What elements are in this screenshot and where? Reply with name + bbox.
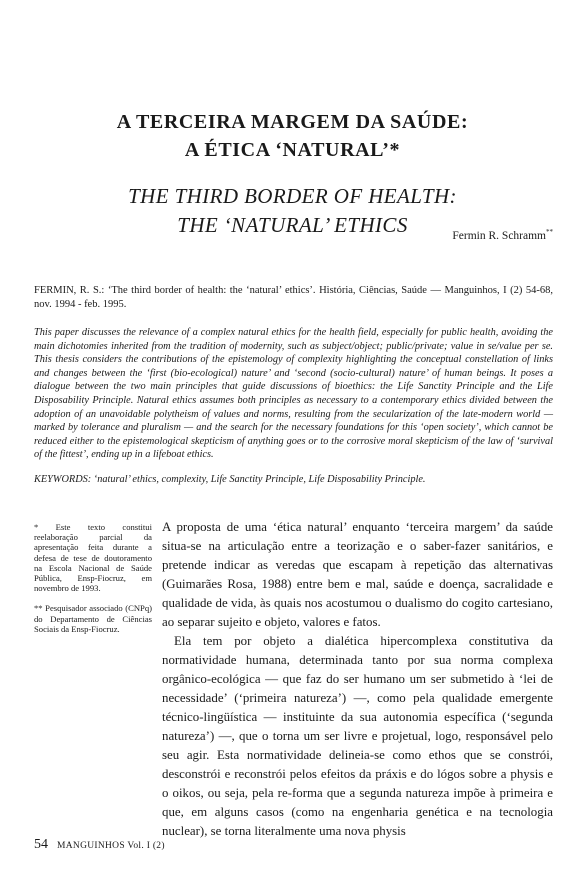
citation: FERMIN, R. S.: ‘The third border of health: the ‘natural’ ethics’. História, Ciências, Saúde — Manguinhos, I (2) 54-68, nov. 1994 - feb. 1995.: [34, 285, 553, 310]
portuguese-title-line-2: A ÉTICA ‘NATURAL’*: [184, 139, 401, 161]
body-paragraph-1: A proposta de uma ‘ética natural’ enquanto ‘terceira margem’ da saúde situa-se na articulação entre a teorização e o saber-fazer sanitários, e pretende indicar as veredas que escapam à repetição das alternativas (Guimarães Rosa, 1988) entre bem e mal, saúde e doença, sacralidade e qualidade de vida, às quais nos acostumou o dualismo do cogito cartesiano, ao separar sujeito e objeto, valores e fatos.: [162, 520, 553, 629]
margin-footnotes: [34, 522, 152, 644]
author-name: Fermin R. Schramm: [452, 229, 546, 242]
footnote-1: * Este texto constitui reelaboração parcial da apresentação feita durante a defesa de tese de doutoramento na Escola Nacional de Saúde Pública, Ensp-Fiocruz, em novembro de 1993.: [34, 522, 152, 594]
page-footer: [34, 837, 165, 853]
body-text: [162, 518, 553, 841]
keywords: KEYWORDS: ‘natural’ ethics, complexity, Life Sanctity Principle, Life Disposability Principle.: [34, 474, 426, 485]
page-number: 54: [34, 837, 48, 852]
author-line: [452, 228, 553, 242]
portuguese-title-line-1: A TERCEIRA MARGEM DA SAÚDE:: [116, 111, 469, 133]
footnote-2: ** Pesquisador associado (CNPq) do Departamento de Ciências Sociais da Ensp-Fiocruz.: [34, 603, 152, 634]
body-paragraph-2: Ela tem por objeto a dialética hipercomplexa constitutiva da normatividade humana, determinada tanto por sua norma complexa orgânico-ecológica — que faz do ser humano um ser submetido à ‘lei de necessidade’ (‘primeira natureza’) —, como pela qualidade emergente técnico-lingüística — instituinte da sua autonomia específica (‘segunda natureza’) —, que o torna um ser livre e projetual, logo, responsável pelo seu agir. Esta normatividade delineia-se como ethos que se constrói, desconstrói e reconstrói pelos efeitos da práxis e do lógos sobre a physis e o oikos, ou seja, pela re-forma que a segunda natureza impõe à primeira e que, em alguns casos (como na engenharia genética e na tecnologia nuclear), se torna literalmente uma nova physis: [162, 634, 553, 838]
journal-name: MANGUINHOS Vol. I (2): [57, 841, 165, 851]
english-title-line-1: THE THIRD BORDER OF HEALTH:: [128, 184, 457, 208]
english-title-line-2: THE ‘NATURAL’ ETHICS: [177, 213, 408, 237]
title-block: [0, 108, 585, 240]
abstract: This paper discusses the relevance of a complex natural ethics for the health field, especially for public health, avoiding the main dichotomies inherited from the tradition of modernity, such as subject/object; public/private; value in se/value per se. This thesis considers the contributions of the epistemology of complexity highlighting the conceptual constellation of links and changes between the ‘first (bio-ecological) nature’ and ‘second (socio-cultural) nature’ of human beings. It poses a dialogue between the two main principles that guide discussions of bioethics: the Life Sanctity Principle and the Life Disposability Principle. Natural ethics assumes both principles as necessary to a contemporary ethics divided between the adoption of an unavoidable polytheism of values and norms, resulting from the secularization of the late-modern world — marked by tolerance and pluralism — and the search for the necessary foundations for this ‘open society’, which cannot be reduced either to the epistemological skepticism of anything goes or to the corrosive moral skepticism of the law of ‘survival of the fittest’, ending up in a lifeboat ethics.: [34, 327, 553, 461]
author-footnote-mark: **: [546, 228, 553, 236]
